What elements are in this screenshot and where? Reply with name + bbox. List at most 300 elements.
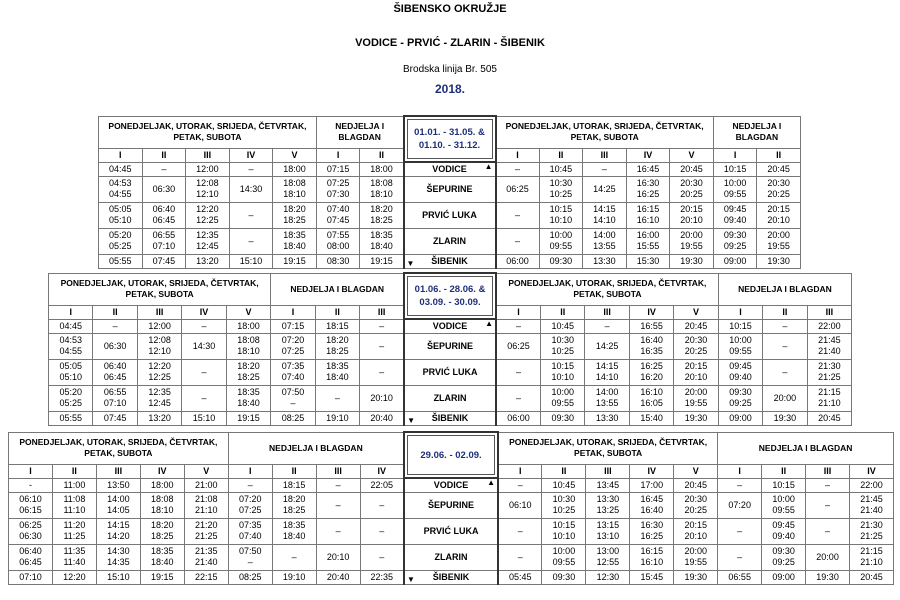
time-value: 11:35 xyxy=(63,546,86,556)
time-value: 18:20 xyxy=(237,361,260,371)
time-cell xyxy=(806,570,850,584)
time-cell xyxy=(49,359,93,385)
period-label: 01.01. - 31.05. & 01.10. - 31.12. xyxy=(404,116,496,162)
time-cell xyxy=(316,544,360,570)
time-value: 06:30 xyxy=(152,183,176,194)
time-value: 15:30 xyxy=(636,255,660,266)
sunday-group-header: NEDJELJA I BLAGDAN xyxy=(316,116,403,148)
column-header: I xyxy=(228,464,272,478)
time-cell xyxy=(762,570,806,584)
column-header: III xyxy=(96,464,140,478)
time-cell xyxy=(630,544,674,570)
region-title: ŠIBENSKO OKRUŽJE xyxy=(393,3,507,15)
time-cell xyxy=(718,319,762,333)
time-value: 18:35 xyxy=(283,230,306,240)
time-value: 18:40 xyxy=(237,398,260,408)
time-value: 20:40 xyxy=(326,571,350,582)
time-cell xyxy=(96,570,140,584)
time-cell xyxy=(762,478,806,492)
time-value: 12:10 xyxy=(148,346,171,356)
time-cell xyxy=(272,518,316,544)
time-value: 14:25 xyxy=(593,183,616,194)
time-cell xyxy=(626,254,670,268)
time-value: – xyxy=(379,340,385,351)
time-cell xyxy=(757,228,801,254)
time-value: 10:10 xyxy=(549,215,573,225)
time-cell xyxy=(316,492,360,518)
column-header: I xyxy=(718,305,762,319)
time-value: 20:45 xyxy=(767,163,790,174)
time-cell xyxy=(583,228,627,254)
time-value: 21:40 xyxy=(860,505,883,515)
time-value: 20:10 xyxy=(326,551,350,562)
time-cell xyxy=(273,176,317,202)
time-cell xyxy=(718,570,762,584)
time-cell xyxy=(140,544,184,570)
station-name xyxy=(404,162,496,176)
time-value: 16:00 xyxy=(636,230,660,240)
time-cell xyxy=(630,570,674,584)
time-cell xyxy=(273,202,317,228)
time-value: 10:15 xyxy=(551,361,574,371)
time-cell xyxy=(585,319,629,333)
time-cell xyxy=(585,385,629,411)
time-cell xyxy=(674,544,718,570)
time-value: 21:35 xyxy=(194,546,218,556)
time-value: 06:10 xyxy=(508,499,532,510)
time-value: – xyxy=(201,320,207,331)
table-row xyxy=(99,176,801,202)
weekday-group-header: PONEDJELJAK, UTORAK, SRIJEDA, ČETVRTAK, PETAK, SUBOTA xyxy=(99,116,317,148)
time-value: 09:55 xyxy=(549,241,573,251)
time-value: 20:30 xyxy=(684,494,708,504)
time-value: 22:00 xyxy=(860,479,883,490)
time-value: 04:55 xyxy=(59,346,82,356)
time-value: 13:00 xyxy=(596,546,620,556)
time-cell xyxy=(626,228,670,254)
time-cell xyxy=(316,254,360,268)
time-cell xyxy=(586,544,630,570)
time-value: 07:10 xyxy=(19,571,42,582)
table-row xyxy=(99,228,801,254)
time-value: 09:55 xyxy=(551,398,574,408)
time-cell xyxy=(9,518,53,544)
time-value: 18:00 xyxy=(151,479,174,490)
time-value: 18:40 xyxy=(326,372,349,382)
time-value: 11:20 xyxy=(63,520,86,530)
time-cell xyxy=(586,570,630,584)
time-value: 04:45 xyxy=(109,163,132,174)
station-label: ZLARIN xyxy=(433,236,466,246)
time-value: 10:15 xyxy=(723,163,747,174)
time-value: 18:20 xyxy=(283,204,306,214)
time-cell xyxy=(140,570,184,584)
time-value: 07:35 xyxy=(238,520,262,530)
time-cell xyxy=(539,176,583,202)
time-value: 15:10 xyxy=(239,255,263,266)
weekday-group-header: PONEDJELJAK, UTORAK, SRIJEDA, ČETVRTAK, PETAK, SUBOTA xyxy=(49,273,271,305)
column-header: V xyxy=(273,148,317,162)
time-value: 16:30 xyxy=(640,520,664,530)
time-value: 18:20 xyxy=(326,335,349,345)
time-value: 16:25 xyxy=(640,531,664,541)
time-value: 15:10 xyxy=(192,412,216,423)
time-value: 11:08 xyxy=(63,494,86,504)
time-cell xyxy=(182,319,226,333)
time-value: 05:45 xyxy=(508,571,532,582)
time-value: 11:00 xyxy=(63,479,86,490)
time-cell xyxy=(272,570,316,584)
table-row xyxy=(9,478,894,492)
arrow-down-icon: ▼ xyxy=(407,574,415,584)
time-value: 06:40 xyxy=(103,361,127,371)
time-cell xyxy=(316,518,360,544)
time-cell xyxy=(99,228,143,254)
time-cell xyxy=(184,544,228,570)
time-value: – xyxy=(112,320,118,331)
time-value: 10:00 xyxy=(729,335,752,345)
time-value: 19:30 xyxy=(816,571,839,582)
station-label: ŠEPURINE xyxy=(426,184,473,194)
time-value: 06:25 xyxy=(506,183,529,194)
time-cell xyxy=(674,570,718,584)
time-cell xyxy=(271,385,315,411)
table-row xyxy=(49,333,852,359)
time-cell xyxy=(498,544,542,570)
route-title: VODICE - PRVIĆ - ZLARIN - ŠIBENIK xyxy=(355,37,545,49)
timetable-winter xyxy=(98,115,801,269)
time-value: 12:20 xyxy=(196,204,219,214)
time-value: 07:20 xyxy=(281,335,305,345)
station-name xyxy=(404,492,498,518)
time-value: 09:00 xyxy=(729,412,752,423)
time-cell xyxy=(186,162,230,176)
time-value: 13:20 xyxy=(196,255,219,266)
time-cell xyxy=(496,319,540,333)
time-value: 10:45 xyxy=(551,320,574,331)
time-value: – xyxy=(515,209,521,220)
station-label: VODICE xyxy=(432,164,467,175)
time-cell xyxy=(757,176,801,202)
table-row xyxy=(9,570,894,584)
time-value: 06:40 xyxy=(152,204,176,214)
time-cell xyxy=(674,492,718,518)
time-value: 04:53 xyxy=(109,178,132,188)
time-value: 04:55 xyxy=(109,189,132,199)
time-value: – xyxy=(517,525,523,536)
time-cell xyxy=(49,319,93,333)
time-value: 09:40 xyxy=(723,215,747,225)
time-cell xyxy=(674,333,718,359)
time-cell xyxy=(93,319,137,333)
time-value: 06:25 xyxy=(507,340,530,351)
time-value: 19:15 xyxy=(370,255,393,266)
time-value: – xyxy=(334,392,340,403)
time-cell xyxy=(850,518,894,544)
sunday-group-header: NEDJELJA I BLAGDAN xyxy=(718,432,894,464)
time-cell xyxy=(137,385,181,411)
time-value: 20:00 xyxy=(684,546,708,556)
time-value: 14:20 xyxy=(107,531,130,541)
time-value: – xyxy=(825,499,831,510)
year-label: 2018. xyxy=(434,82,466,96)
time-value: 19:15 xyxy=(237,412,260,423)
time-cell xyxy=(229,176,273,202)
time-cell xyxy=(807,319,851,333)
time-cell xyxy=(184,492,228,518)
time-value: 21:10 xyxy=(860,557,883,567)
station-label: ŠIBENIK xyxy=(431,256,468,266)
time-cell xyxy=(96,478,140,492)
time-value: 07:40 xyxy=(326,204,350,214)
column-header: I xyxy=(496,148,540,162)
time-cell xyxy=(226,385,270,411)
time-value: – xyxy=(379,525,385,536)
time-cell xyxy=(629,385,673,411)
time-cell xyxy=(713,228,757,254)
time-value: 14:00 xyxy=(593,230,616,240)
time-value: 11:40 xyxy=(63,557,86,567)
time-value: 20:10 xyxy=(370,392,393,403)
time-value: – xyxy=(825,525,831,536)
time-cell xyxy=(271,411,315,425)
time-cell xyxy=(626,162,670,176)
time-value: 09:40 xyxy=(772,531,795,541)
time-value: 18:08 xyxy=(151,494,174,504)
time-cell xyxy=(229,162,273,176)
time-cell xyxy=(542,570,586,584)
time-cell xyxy=(140,478,184,492)
time-value: 07:25 xyxy=(238,505,262,515)
time-value: 21:40 xyxy=(194,557,218,567)
time-value: 09:55 xyxy=(552,557,576,567)
time-cell xyxy=(360,411,404,425)
time-cell xyxy=(630,518,674,544)
time-value: 14:15 xyxy=(593,204,616,214)
time-value: 14:30 xyxy=(107,546,130,556)
station-name xyxy=(404,544,498,570)
time-value: 05:20 xyxy=(59,387,82,397)
time-cell xyxy=(498,492,542,518)
time-cell xyxy=(498,518,542,544)
column-header: I xyxy=(49,305,93,319)
time-value: 20:15 xyxy=(680,204,703,214)
column-header: III xyxy=(806,464,850,478)
time-value: – xyxy=(248,235,254,246)
time-value: – xyxy=(291,551,297,562)
time-cell xyxy=(806,478,850,492)
time-value: 20:00 xyxy=(816,551,839,562)
time-value: – xyxy=(201,366,207,377)
station-name xyxy=(404,202,496,228)
column-header: III xyxy=(316,464,360,478)
time-cell xyxy=(52,544,96,570)
time-cell xyxy=(315,333,359,359)
time-value: 16:35 xyxy=(640,346,663,356)
time-cell xyxy=(585,333,629,359)
station-label: ZLARIN xyxy=(434,552,468,562)
time-value: 09:55 xyxy=(723,189,747,199)
column-header: IV xyxy=(626,148,670,162)
timetable-shoulder xyxy=(48,272,852,426)
station-label: ŠIBENIK xyxy=(431,413,469,423)
time-cell xyxy=(629,333,673,359)
time-cell xyxy=(186,228,230,254)
time-value: 20:45 xyxy=(860,571,883,582)
time-value: 20:45 xyxy=(818,412,841,423)
time-cell xyxy=(586,478,630,492)
station-label: ŠIBENIK xyxy=(432,572,470,582)
time-value: – xyxy=(601,163,607,174)
time-value: 16:40 xyxy=(640,505,664,515)
time-cell xyxy=(542,544,586,570)
time-value: 19:55 xyxy=(767,241,790,251)
time-cell xyxy=(142,176,186,202)
time-value: 05:55 xyxy=(109,255,132,266)
arrow-down-icon: ▼ xyxy=(406,258,415,268)
time-value: 21:45 xyxy=(860,494,883,504)
time-cell xyxy=(316,176,360,202)
time-value: 10:00 xyxy=(723,178,747,188)
time-cell xyxy=(142,202,186,228)
time-value: 15:45 xyxy=(640,571,664,582)
time-cell xyxy=(140,492,184,518)
time-value: – xyxy=(517,479,523,490)
time-value: 20:30 xyxy=(680,178,703,188)
time-cell xyxy=(273,228,317,254)
weekday-group-header: PONEDJELJAK, UTORAK, SRIJEDA, ČETVRTAK, PETAK, SUBOTA xyxy=(9,432,229,464)
time-cell xyxy=(496,228,540,254)
station-name xyxy=(404,228,496,254)
column-header: II xyxy=(542,464,586,478)
column-header: III xyxy=(360,305,404,319)
column-header: III xyxy=(137,305,181,319)
time-value: 14:30 xyxy=(239,183,263,194)
time-value: – xyxy=(782,366,788,377)
time-value: 18:35 xyxy=(151,546,174,556)
time-value: – xyxy=(737,551,743,562)
time-cell xyxy=(360,319,404,333)
time-value: – xyxy=(379,551,385,562)
sunday-group-header: NEDJELJA I BLAGDAN xyxy=(713,116,800,148)
station-name xyxy=(404,176,496,202)
time-cell xyxy=(539,228,583,254)
table-row xyxy=(49,411,852,425)
time-value: 16:25 xyxy=(640,361,663,371)
station-name xyxy=(404,411,496,425)
time-cell xyxy=(226,319,270,333)
weekday-group-header: PONEDJELJAK, UTORAK, SRIJEDA, ČETVRTAK, PETAK, SUBOTA xyxy=(496,116,714,148)
time-value: 10:10 xyxy=(551,372,574,382)
time-cell xyxy=(49,385,93,411)
column-header: IV xyxy=(140,464,184,478)
time-cell xyxy=(542,478,586,492)
time-value: 14:25 xyxy=(595,340,619,351)
time-value: 05:10 xyxy=(109,215,132,225)
time-value: 12:45 xyxy=(148,398,171,408)
column-header: I xyxy=(718,464,762,478)
time-value: 13:55 xyxy=(593,241,616,251)
column-header: II xyxy=(763,305,807,319)
time-cell xyxy=(496,411,540,425)
time-value: 06:15 xyxy=(19,505,42,515)
time-value: 12:35 xyxy=(148,387,171,397)
time-cell xyxy=(184,478,228,492)
time-value: – xyxy=(782,340,788,351)
time-value: 10:00 xyxy=(551,387,574,397)
time-value: 20:10 xyxy=(680,215,703,225)
time-cell xyxy=(315,411,359,425)
time-value: – xyxy=(379,499,385,510)
table-row xyxy=(99,202,801,228)
time-value: 15:55 xyxy=(636,241,660,251)
time-value: 07:25 xyxy=(281,346,305,356)
time-value: 06:40 xyxy=(19,546,42,556)
column-header: V xyxy=(674,464,718,478)
column-header: IV xyxy=(629,305,673,319)
time-cell xyxy=(229,202,273,228)
time-value: 16:15 xyxy=(636,204,660,214)
time-value: 14:15 xyxy=(595,361,619,371)
time-value: 20:00 xyxy=(767,230,790,240)
time-value: 17:00 xyxy=(640,479,664,490)
time-cell xyxy=(670,254,714,268)
time-cell xyxy=(670,162,714,176)
time-value: 09:30 xyxy=(549,255,573,266)
time-value: 05:05 xyxy=(109,204,132,214)
time-value: 07:15 xyxy=(281,320,305,331)
time-cell xyxy=(96,492,140,518)
time-value: 12:20 xyxy=(148,361,171,371)
time-cell xyxy=(272,544,316,570)
time-value: 21:40 xyxy=(818,346,841,356)
time-value: 10:15 xyxy=(552,520,576,530)
time-value: 18:25 xyxy=(282,505,306,515)
time-value: 21:15 xyxy=(818,387,841,397)
time-cell xyxy=(718,544,762,570)
time-cell xyxy=(583,162,627,176)
time-value: – xyxy=(515,163,521,174)
time-value: 07:20 xyxy=(728,499,751,510)
time-cell xyxy=(137,411,181,425)
time-value: 10:15 xyxy=(772,479,795,490)
time-value: 20:45 xyxy=(684,320,708,331)
time-value: 06:45 xyxy=(103,372,127,382)
time-cell xyxy=(498,570,542,584)
time-cell xyxy=(184,518,228,544)
time-value: 06:25 xyxy=(19,520,42,530)
station-name xyxy=(404,478,498,492)
table-row xyxy=(99,162,801,176)
time-value: 14:15 xyxy=(107,520,130,530)
table-row xyxy=(49,319,852,333)
time-value: 12:00 xyxy=(196,163,219,174)
time-cell xyxy=(850,478,894,492)
time-cell xyxy=(585,411,629,425)
time-cell xyxy=(496,176,540,202)
column-header: II xyxy=(52,464,96,478)
time-value: – xyxy=(335,525,341,536)
time-cell xyxy=(360,202,404,228)
time-value: 19:15 xyxy=(283,255,306,266)
time-cell xyxy=(316,202,360,228)
time-value: 18:40 xyxy=(283,241,306,251)
time-cell xyxy=(542,492,586,518)
time-cell xyxy=(541,385,585,411)
time-value: 09:30 xyxy=(723,230,747,240)
time-value: – xyxy=(604,320,610,331)
time-cell xyxy=(316,162,360,176)
